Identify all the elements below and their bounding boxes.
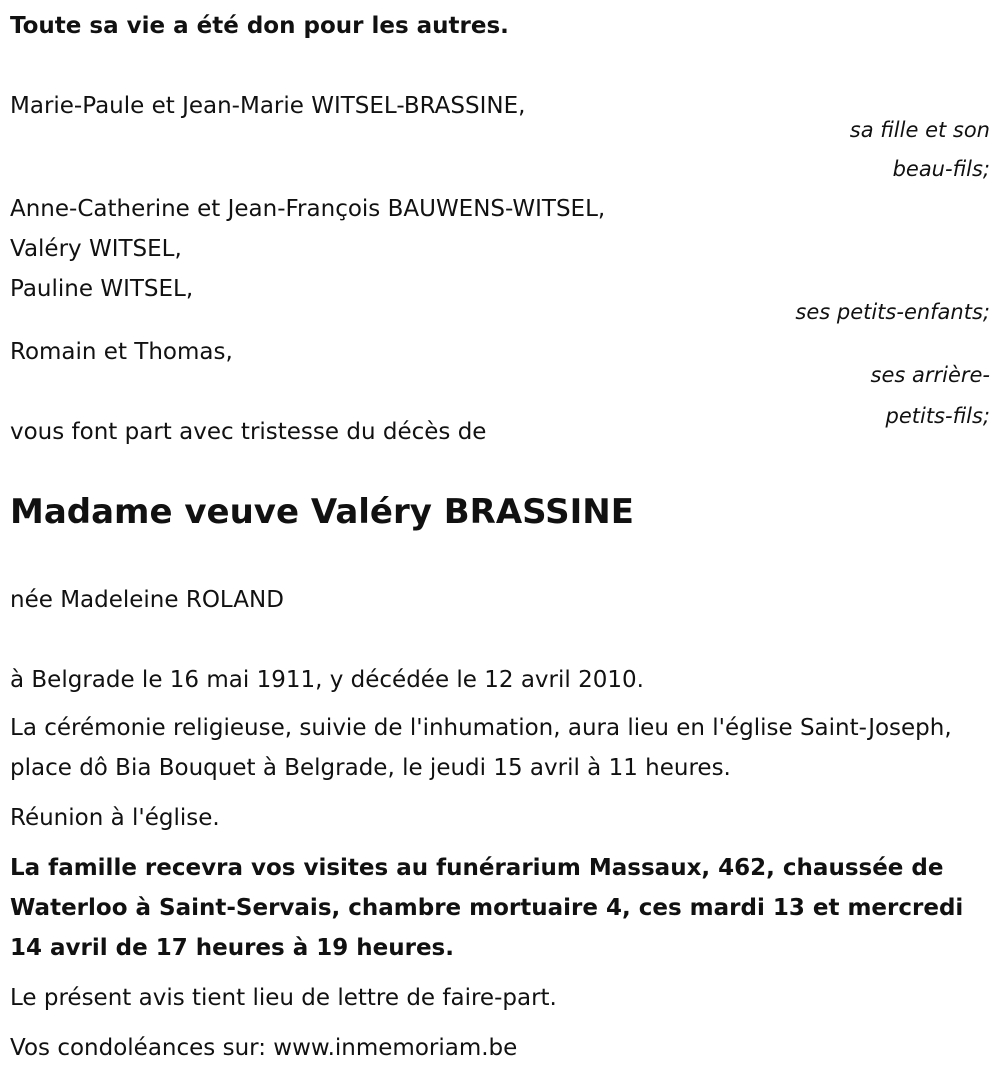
relation-line: ses petits-enfants; <box>795 300 990 324</box>
meeting-note: Réunion à l'église. <box>10 805 220 831</box>
relation-line: petits-fils; <box>885 404 990 428</box>
announcement: vous font part avec tristesse du décès de <box>10 419 487 445</box>
grandchild-name-line: Pauline WITSEL, <box>10 276 194 302</box>
children-name-line: Marie-Paule et Jean-Marie WITSEL-BRASSINE, <box>10 93 526 119</box>
notice: Le présent avis tient lieu de lettre de faire-part. <box>10 985 557 1011</box>
grandchild-name-line: Anne-Catherine et Jean-François BAUWENS-WITSEL, <box>10 196 606 222</box>
visits-paragraph: La famille recevra vos visites au funérarium Massaux, 462, chaussée de Waterloo à Saint-Servais, chambre mortuaire 4, ces mardi 13 et mercredi 14 avril de 17 heures à 19 heures. <box>10 855 964 961</box>
condolences-link[interactable]: Vos condoléances sur: www.inmemoriam.be <box>10 1035 518 1061</box>
relation-line: sa fille et son <box>849 118 990 142</box>
birth-name: née Madeleine ROLAND <box>10 587 284 613</box>
dates: à Belgrade le 16 mai 1911, y décédée le 12 avril 2010. <box>10 667 644 693</box>
deceased-name: Madame veuve Valéry BRASSINE <box>10 492 634 532</box>
ceremony-paragraph: La cérémonie religieuse, suivie de l'inhumation, aura lieu en l'église Saint-Joseph, place dô Bia Bouquet à Belgrade, le jeudi 15 avril à 11 heures. <box>10 715 952 781</box>
relation-line: ses arrière- <box>870 363 990 387</box>
great-grandchild-name-line: Romain et Thomas, <box>10 339 233 365</box>
epitaph: Toute sa vie a été don pour les autres. <box>10 13 509 39</box>
grandchild-name-line: Valéry WITSEL, <box>10 236 182 262</box>
relation-line: beau-fils; <box>892 157 990 181</box>
